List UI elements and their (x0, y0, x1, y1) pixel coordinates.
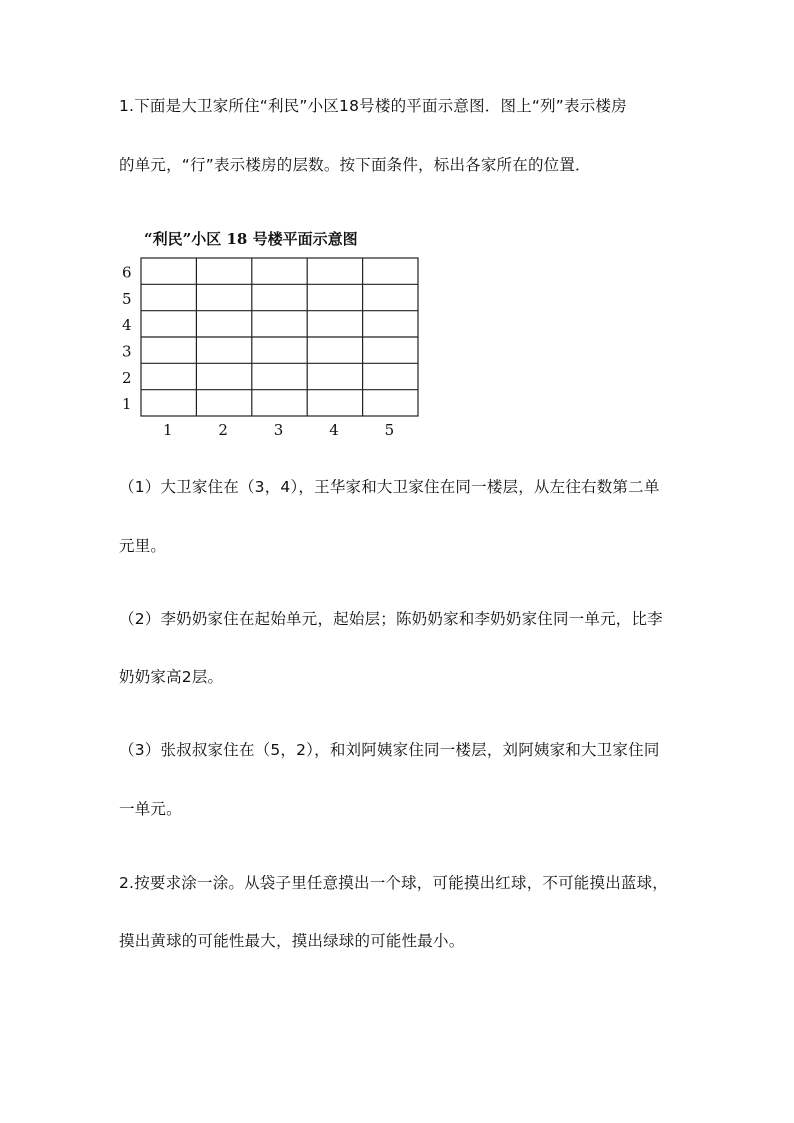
condition-3-line-1: （3）张叔叔家住在（5，2），和刘阿姨家住同一楼层，刘阿姨家和大卫家住同 (119, 741, 660, 759)
row-label: 1 (122, 395, 132, 414)
building-floor-plan-figure (118, 226, 428, 441)
condition-1-line-1: （1）大卫家住在（3，4），王华家和大卫家住在同一楼层，从左往右数第二单 (119, 478, 660, 496)
column-label: 4 (329, 421, 339, 439)
condition-2-line-1: （2）李奶奶家住在起始单元，起始层；陈奶奶家和李奶奶家住同一单元，比李 (119, 610, 663, 628)
column-label: 1 (163, 421, 173, 439)
column-label: 5 (384, 421, 395, 439)
condition-1-line-2: 元里。 (119, 537, 167, 555)
question-1-line-1: 1.下面是大卫家所住“利民”小区18号楼的平面示意图．图上“列”表示楼房 (119, 97, 627, 115)
column-label: 3 (273, 421, 284, 439)
row-label: 2 (122, 368, 132, 387)
row-label: 4 (122, 316, 132, 335)
row-label: 6 (122, 263, 132, 282)
figure-title: “利民”小区 18 号楼平面示意图 (144, 230, 358, 248)
floor-plan-grid (118, 226, 428, 441)
condition-3-line-2: 一单元。 (119, 800, 182, 818)
column-label: 2 (218, 421, 228, 439)
row-label: 5 (122, 289, 132, 308)
row-label: 3 (122, 342, 132, 361)
question-2-line-1: 2.按要求涂一涂。从袋子里任意摸出一个球，可能摸出红球，不可能摸出蓝球， (119, 874, 668, 892)
question-1-line-2: 的单元，“行”表示楼房的层数。按下面条件，标出各家所在的位置． (119, 156, 591, 174)
condition-2-line-2: 奶奶家高2层。 (119, 668, 224, 686)
question-2-line-2: 摸出黄球的可能性最大，摸出绿球的可能性最小。 (119, 932, 465, 950)
